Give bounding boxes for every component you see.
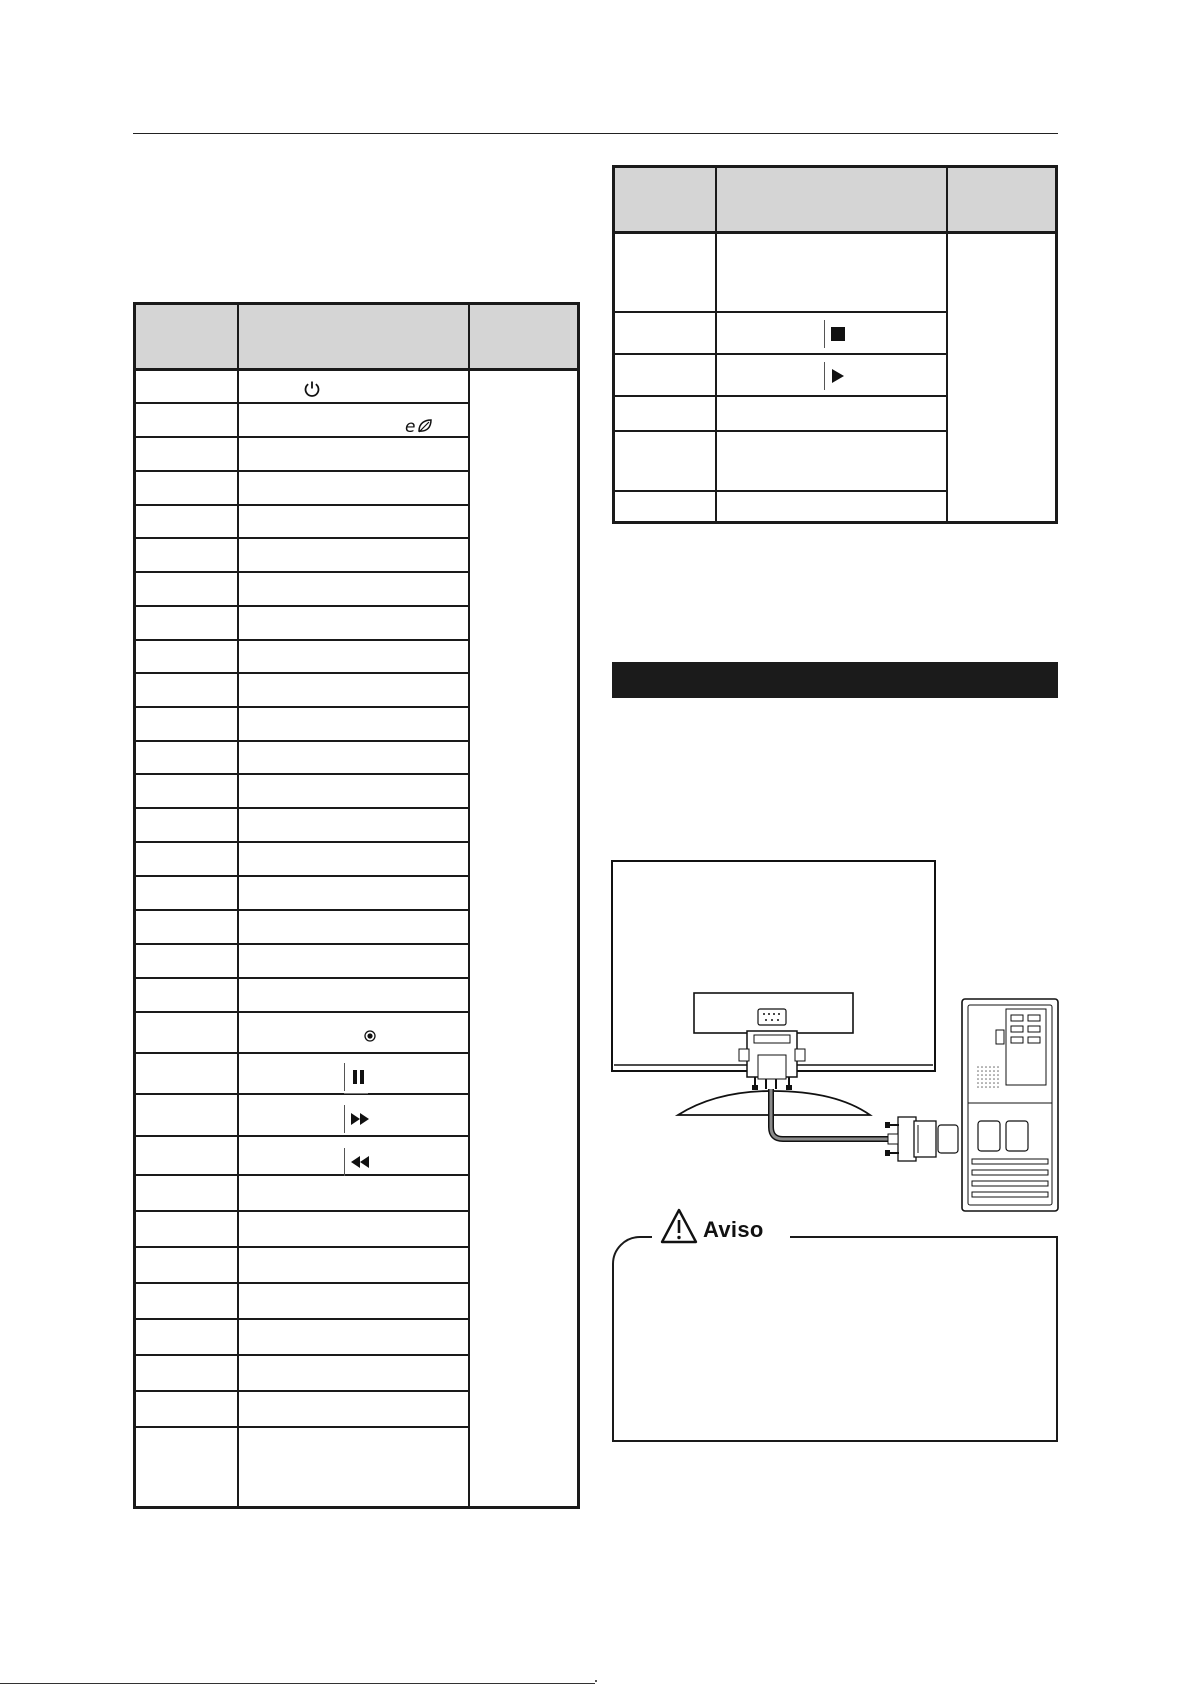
- left-table-header: [136, 305, 577, 371]
- power-icon: [300, 377, 324, 401]
- right-table-header: [615, 168, 1055, 234]
- play-icon-separator: [824, 362, 825, 390]
- monitor-to-pc-vga-connection-illustration: [606, 855, 1066, 1215]
- stop-icon-separator: [824, 320, 825, 348]
- left-table-row-line: [136, 909, 470, 911]
- top-rule: [133, 133, 1058, 134]
- bottom-rule: [0, 1683, 595, 1684]
- right-table-divider-1: [715, 168, 717, 521]
- aviso-note-box: [612, 1236, 1058, 1442]
- left-table-row-line: [136, 1093, 470, 1095]
- left-table-row-line: [136, 977, 470, 979]
- left-table-row-line: [136, 470, 470, 472]
- pause-icon-separator: [344, 1063, 345, 1091]
- right-table-divider-2: [946, 168, 948, 521]
- aviso-title: Aviso: [703, 1217, 764, 1242]
- left-table-row-line: [136, 571, 470, 573]
- left-table-row-line: [136, 1052, 470, 1054]
- left-table-divider-2: [468, 305, 470, 1506]
- left-table-row-line: [136, 740, 470, 742]
- left-table-row-line: [136, 504, 470, 506]
- left-table-row-line: [136, 875, 470, 877]
- left-table-row-line: [136, 1354, 470, 1356]
- rewind-icon-separator: [344, 1148, 345, 1176]
- right-table: [612, 165, 1058, 524]
- play-icon: [827, 365, 849, 387]
- left-table-row-line: [136, 639, 470, 641]
- left-table-row-line: [136, 1318, 470, 1320]
- left-table-divider-1: [237, 305, 239, 1506]
- left-table-row-line: [136, 1174, 470, 1176]
- left-table-row-line: [136, 773, 470, 775]
- left-table-row-line: [136, 1390, 470, 1392]
- pause-icon: [347, 1065, 371, 1089]
- fast-forward-icon-separator: [344, 1105, 345, 1133]
- rewind-icon: [347, 1150, 373, 1174]
- left-table-row-line: [136, 943, 470, 945]
- left-table-row-line: [136, 1282, 470, 1284]
- left-table-row-line: [136, 402, 470, 404]
- left-table-row-line: [136, 841, 470, 843]
- pc-tower: [962, 999, 1058, 1211]
- left-table-row-line: [136, 1011, 470, 1013]
- left-table-row-line: [136, 1426, 470, 1428]
- eco-leaf-icon: [404, 415, 434, 437]
- left-table-row-line: [136, 1210, 470, 1212]
- fast-forward-icon: [347, 1107, 373, 1131]
- left-table-row-line: [136, 605, 470, 607]
- pc-vga-plug: [885, 1117, 958, 1161]
- bottom-mark: [595, 1680, 597, 1682]
- left-table-row-line: [136, 1135, 470, 1137]
- record-dot-icon: [362, 1028, 378, 1044]
- monitor-vga-plug: [739, 1031, 805, 1090]
- warning-triangle-icon: [660, 1208, 698, 1244]
- stop-icon: [827, 323, 849, 345]
- svg-text:e: e: [405, 417, 416, 435]
- left-table-row-line: [136, 537, 470, 539]
- left-table-row-line: [136, 807, 470, 809]
- left-table: [133, 302, 580, 1509]
- section-heading-bar: [612, 662, 1058, 698]
- pause-icon-underline: [344, 1093, 368, 1094]
- left-table-row-line: [136, 1246, 470, 1248]
- left-table-row-line: [136, 706, 470, 708]
- left-table-row-line: [136, 672, 470, 674]
